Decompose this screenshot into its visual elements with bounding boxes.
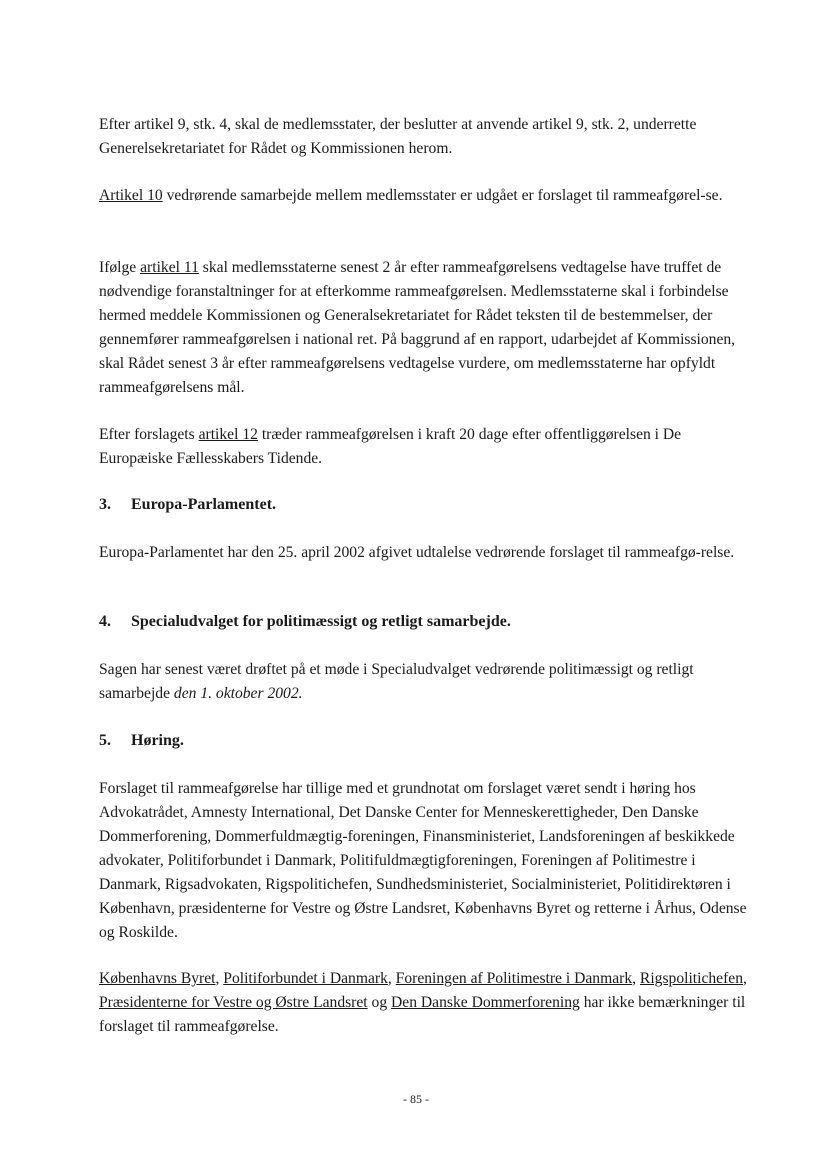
section-3-text: Europa-Parlamentet har den 25. april 2002 afgivet udtalelse vedrørende forslaget til rammeafgø-relse.: [99, 544, 735, 561]
paragraph-artikel-12: Efter forslagets artikel 12 træder rammeafgørelsen i kraft 20 dage efter offentliggørelsen i De Europæiske Fællesskabers Tidende.: [99, 426, 682, 467]
artikel-12-ref: artikel 12: [198, 426, 258, 443]
ref-rigspolitichefen: Rigspolitichefen: [639, 970, 743, 987]
ref-politiforbundet: Politiforbundet i Danmark: [223, 970, 388, 987]
section-5-heading: 5. Høring.: [99, 732, 184, 749]
paragraph-no-remarks: Københavns Byret, Politiforbundet i Danmark, Foreningen af Politimestre i Danmark, Rigspolitichefen, Præsidenterne for Vestre og Østre Landsret og Den Danske Dommerforening har ikke bemærkninger til forslaget til rammeafgørelse.: [99, 970, 747, 1035]
section-4-text: Sagen har senest været drøftet på et møde i Specialudvalget vedrørende politimæssigt og retligt samarbejde den 1. oktober 2002.: [99, 661, 694, 702]
page-number: - 85 -: [403, 1092, 429, 1106]
ref-koebenhavns-byret: Københavns Byret: [99, 970, 216, 987]
section-5-text: Forslaget til rammeafgørelse har tillige med et grundnotat om forslaget været sendt i høring hos Advokatrådet, Amnesty International, Det Danske Center for Menneskerettigheder, Den Danske Dommerforening, Dommerfuldmægtig-foreningen, Finansministeriet, Landsforeningen af beskikkede advokater, Politiforbundet i Danmark, Politifuldmægtigforeningen, Foreningen af Politimestre i Danmark, Rigsadvokaten, Rigspolitichefen, Sundhedsministeriet, Socialministeriet, Politidirektøren i København, præsidenterne for Vestre og Østre Landsret, Københavns Byret og retterne i Århus, Odense og Roskilde.: [99, 780, 747, 941]
paragraph-artikel-10: Artikel 10 vedrørende samarbejde mellem medlemsstater er udgået er forslaget til rammeafgørel-se.: [99, 187, 723, 204]
paragraph-artikel-9: Efter artikel 9, stk. 4, skal de medlemsstater, der beslutter at anvende artikel 9, stk. 2, underrette Generelsekretariatet for Rådet og Kommissionen herom.: [99, 116, 697, 157]
ref-praesidenterne: Præsidenterne for Vestre og Østre Landsret: [99, 994, 368, 1011]
artikel-10-ref: Artikel 10: [99, 187, 163, 204]
section-4-heading: 4. Specialudvalget for politimæssigt og retligt samarbejde.: [99, 613, 511, 630]
paragraph-artikel-11: Ifølge artikel 11 skal medlemsstaterne senest 2 år efter rammeafgørelsens vedtagelse have truffet de nødvendige foranstaltninger for at efterkomme rammeafgørelsen. Medlemsstaterne skal i forbindelse hermed meddele Kommissionen og Generalsekretariatet for Rådet teksten til de bestemmelser, der gennemfører rammeafgørelsen i national ret. På baggrund af en rapport, udarbejdet af Kommissionen, skal Rådet senest 3 år efter rammeafgørelsens vedtagelse vurdere, om medlemsstaterne har opfyldt rammeafgørelsens mål.: [99, 259, 736, 396]
artikel-11-ref: artikel 11: [140, 259, 199, 276]
section-3-heading: 3. Europa-Parlamentet.: [99, 496, 277, 513]
meeting-date: den 1. oktober 2002.: [173, 685, 303, 702]
ref-foreningen-politimestre: Foreningen af Politimestre i Danmark: [395, 970, 633, 987]
ref-dommerforening: Den Danske Dommerforening: [391, 994, 580, 1011]
